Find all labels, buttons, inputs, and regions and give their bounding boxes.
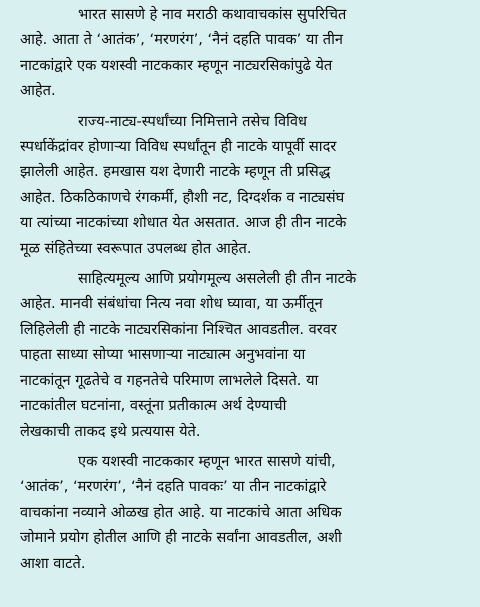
paragraph-line: जोमाने प्रयोग होतील आणि ही नाटके सर्वांना आवडतील, अशी <box>20 529 342 547</box>
paragraph-line: लिहिलेली ही नाटके नाट्यरसिकांना निश्चित आवडतील. वरवर <box>20 320 337 338</box>
paragraph-line: स्पर्धाकेंद्रांवर होणाऱ्या विविध स्पर्धांतून ही नाटके यापूर्वी सादर <box>20 138 337 156</box>
paragraph-line: या त्यांच्या नाटकांच्या शोधात येत असतात. आज ही तीन नाटके <box>20 214 347 232</box>
paragraph-line: एक यशस्वी नाटककार म्हणून भारत सासणे यांची, <box>78 452 336 470</box>
paragraph-line: पाहता साध्या सोप्या भासणाऱ्या नाट्यात्म अनुभवांना या <box>20 346 306 364</box>
paragraph-line: भारत सासणे हे नाव मराठी कथावाचकांस सुपरिचित <box>78 6 347 23</box>
paragraph-line: वाचकांना नव्याने ओळख होत आहे. या नाटकांचे आता अधिक <box>20 503 342 521</box>
paragraph-line: झालेली आहेत. हमखास यश देणारी नाटके म्हणून ती प्रसिद्ध <box>20 163 331 181</box>
paragraph-3 <box>20 266 466 444</box>
paragraph-line: नाटकांद्वारे एक यशस्वी नाटककार म्हणून नाट्यरसिकांपुढे येत <box>20 56 333 74</box>
paragraph-line: आहेत. मानवी संबंधांचा नित्य नवा शोध घ्यावा, या ऊर्मीतून <box>20 295 323 313</box>
paragraph-4 <box>20 449 466 576</box>
paragraph-1 <box>20 2 466 104</box>
paragraph-line: राज्य-नाट्य-स्पर्धांच्या निमित्ताने तसेच विविध <box>78 112 308 130</box>
paragraph-line: आहे. आता ते ‘आतंक’, ‘मरणरंग’, ‘नैनं दहति पावक’ या तीन <box>20 31 344 49</box>
paragraph-line: लेखकाची ताकद इथे प्रत्ययास येते. <box>20 422 201 440</box>
paragraph-line: नाटकांतून गूढतेचे व गहनतेचे परिमाण लाभलेले दिसते. या <box>20 371 319 389</box>
paragraph-line: साहित्यमूल्य आणि प्रयोगमूल्य असलेली ही तीन नाटके <box>78 270 357 288</box>
paragraph-line: आहेत. ठिकठिकाणचे रंगकर्मी, हौशी नट, दिग्दर्शक व नाट्यसंघ <box>20 188 345 206</box>
paragraph-line: ‘आतंक’, ‘मरणरंग’, ‘नैनं दहति पावकः’ या तीन नाटकांद्वारे <box>20 478 327 496</box>
paragraph-line: आशा वाटते. <box>20 554 86 572</box>
paragraph-line: मूळ संहितेच्या स्वरूपात उपलब्ध होत आहेत. <box>20 239 252 257</box>
paragraph-line: आहेत. <box>20 82 56 100</box>
paragraph-2 <box>20 109 466 261</box>
paragraph-line: नाटकांतील घटनांना, वस्तूंना प्रतीकात्म अर्थ देण्याची <box>20 397 287 415</box>
